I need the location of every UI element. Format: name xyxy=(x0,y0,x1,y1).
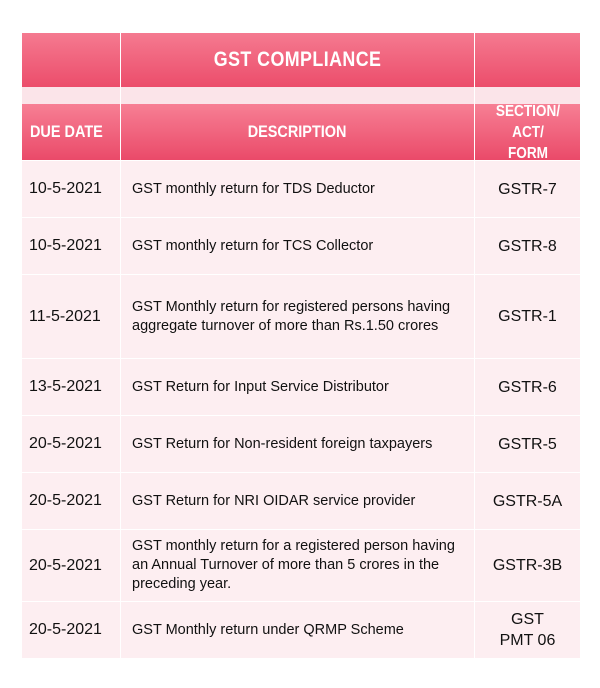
header-description: DESCRIPTION xyxy=(248,122,347,141)
header-due-date: DUE DATE xyxy=(30,122,103,141)
table-body xyxy=(22,160,580,658)
row-form: GSTR-6 xyxy=(498,378,557,396)
row-due-date: 20-5-2021 xyxy=(29,621,102,638)
row-description: GST Return for NRI OIDAR service provider xyxy=(132,492,416,509)
row-form: GSTR-3B xyxy=(492,557,563,574)
row-description: GST Return for Non-resident foreign taxpayers xyxy=(132,435,433,452)
row-due-date: 11-5-2021 xyxy=(29,307,101,325)
row-description: GST Return for Input Service Distributor xyxy=(132,378,389,395)
header-section: SECTION/ ACT/ FORM xyxy=(495,102,560,162)
row-due-date: 10-5-2021 xyxy=(29,237,102,254)
row-due-date: 20-5-2021 xyxy=(29,435,102,452)
header-row xyxy=(22,104,580,160)
table-row xyxy=(22,415,580,472)
row-form: GSTR-8 xyxy=(498,237,557,255)
title-row xyxy=(22,33,580,87)
gst-compliance-table xyxy=(22,33,580,658)
row-description: GST monthly return for TDS Deductor xyxy=(132,180,375,197)
table-row xyxy=(22,160,580,217)
row-form: GSTR-1 xyxy=(498,308,557,325)
row-form: GSTR-5A xyxy=(492,492,563,510)
row-form: GST PMT 06 xyxy=(499,611,556,649)
table-row xyxy=(22,529,580,601)
table-row xyxy=(22,274,580,358)
row-description: GST Monthly return for registered persons having aggregate turnover of more than Rs.1.50 crores xyxy=(132,298,451,334)
row-due-date: 20-5-2021 xyxy=(29,556,102,574)
table-row xyxy=(22,601,580,658)
row-description: GST Monthly return under QRMP Scheme xyxy=(132,621,404,638)
table-title: GST COMPLIANCE xyxy=(213,48,382,71)
row-due-date: 13-5-2021 xyxy=(29,378,102,395)
row-description: GST monthly return for TCS Collector xyxy=(132,237,374,254)
table-row xyxy=(22,358,580,415)
row-due-date: 10-5-2021 xyxy=(29,180,102,197)
row-form: GSTR-5 xyxy=(498,435,557,453)
row-form: GSTR-7 xyxy=(498,180,557,198)
row-description: GST monthly return for a registered person having an Annual Turnover of more than 5 crores in the preceding year. xyxy=(132,538,455,592)
row-due-date: 20-5-2021 xyxy=(29,492,102,509)
table-row xyxy=(22,217,580,274)
table-row xyxy=(22,472,580,529)
